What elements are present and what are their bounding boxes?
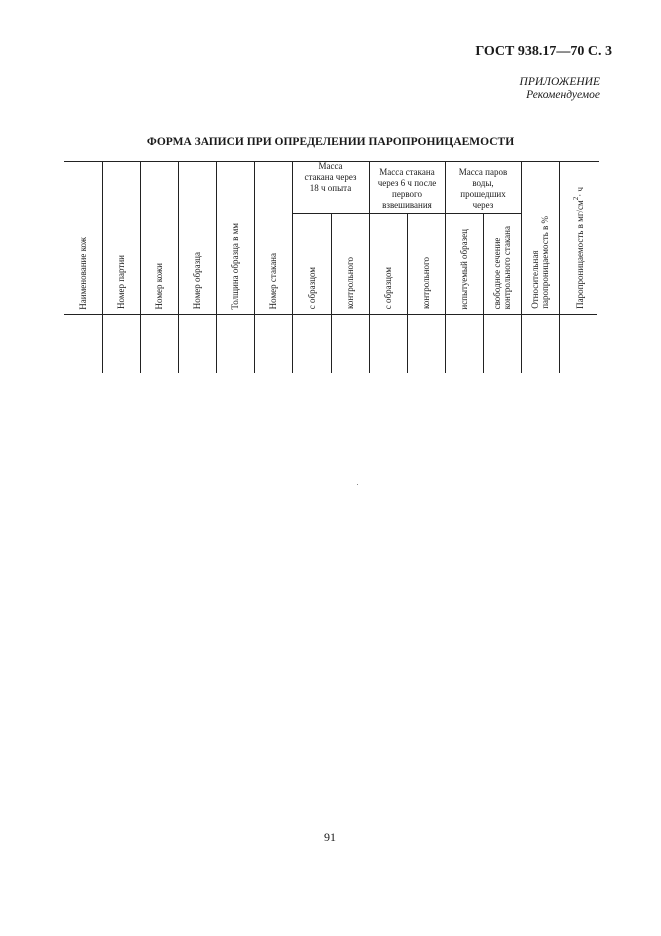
group-18h-line-3: 18 ч опыта: [309, 183, 352, 193]
group-6h-line-4: взвешивания: [382, 200, 432, 210]
header-cell-batch: [102, 161, 140, 314]
record-form-table: [64, 161, 597, 373]
header-cell-hide: [140, 161, 178, 314]
header-cell-leather: [64, 161, 102, 314]
data-cell[interactable]: [140, 314, 178, 373]
sub-control-6h: контрольного: [421, 257, 431, 310]
sub-cell-tested-sample: [445, 213, 483, 314]
standard-header: ГОСТ 938.17—70 С. 3: [475, 44, 612, 59]
appendix-label: [440, 76, 600, 102]
data-cell[interactable]: [521, 314, 559, 373]
data-cell[interactable]: [407, 314, 445, 373]
header-cell-sample: [178, 161, 216, 314]
header-hide-number: Номер кожи: [154, 262, 164, 310]
data-cell[interactable]: [369, 314, 407, 373]
sub-with-sample-18h: с образцом: [306, 267, 317, 310]
data-cell[interactable]: [483, 314, 521, 373]
permeability-superscript: 2: [572, 197, 581, 201]
data-cell[interactable]: [102, 314, 140, 373]
header-sample-thickness: Толщина образца в мм: [230, 222, 240, 310]
header-cell-permeability: [559, 161, 597, 314]
data-cell[interactable]: [216, 314, 254, 373]
permeability-unit: · ч: [575, 187, 586, 198]
group-vapor-line-2: воды,: [472, 178, 494, 188]
sub-cell-with-sample-6h: [369, 213, 407, 314]
sub-cell-free-section: [483, 213, 521, 314]
free-section-line-2: контрольного стакана: [502, 226, 512, 310]
header-group-vapor-mass: [445, 161, 521, 213]
table-top-rule: [64, 161, 599, 162]
header-leather-name: Наименование кож: [77, 236, 88, 310]
header-permeability: [571, 187, 585, 309]
relative-line-1: Относительная: [530, 250, 540, 310]
data-cell[interactable]: [292, 314, 331, 373]
sub-cell-control-6h: [407, 213, 445, 314]
sub-free-section: [492, 226, 512, 309]
header-group-mass-6h: [369, 161, 445, 213]
data-cell[interactable]: [445, 314, 483, 373]
scan-speck: [357, 484, 358, 485]
appendix-title: ПРИЛОЖЕНИЕ: [519, 76, 600, 88]
group-vapor-line-4: через: [472, 200, 494, 210]
group-18h-line-2: стакана через: [304, 172, 357, 182]
header-cup-number: Номер стакана: [268, 252, 278, 310]
sub-cell-control-18h: [331, 213, 369, 314]
data-cell[interactable]: [64, 314, 102, 373]
header-batch-number: Номер партии: [116, 255, 126, 310]
sub-with-sample-6h: с образцом: [383, 267, 393, 310]
group-vapor-line-1: Масса паров: [458, 167, 508, 177]
header-cell-cup: [254, 161, 292, 314]
data-cell[interactable]: [254, 314, 292, 373]
header-relative-permeability: [530, 216, 550, 309]
group-6h-line-2: через 6 ч после: [377, 178, 437, 188]
group-18h-line-1: Масса: [318, 161, 343, 171]
page-number: 91: [324, 830, 336, 844]
form-title: ФОРМА ЗАПИСИ ПРИ ОПРЕДЕЛЕНИИ ПАРОПРОНИЦАЕМОСТИ: [146, 136, 515, 148]
data-cell[interactable]: [331, 314, 369, 373]
header-cell-thickness: [216, 161, 254, 314]
header-sample-number: Номер образца: [192, 252, 202, 310]
relative-line-2: паропроницаемость в %: [540, 216, 550, 310]
free-section-line-1: свободное сечение: [492, 237, 502, 310]
permeability-text: Паропроницаемость в мг/см: [575, 200, 586, 310]
group-6h-line-1: Масса стакана: [379, 167, 435, 177]
sub-tested-sample: испытуемый образец: [459, 228, 469, 310]
group-vapor-line-3: прошедших: [460, 189, 506, 199]
appendix-note: Рекомендуемое: [526, 89, 600, 101]
header-group-mass-18h: [292, 161, 369, 213]
group-6h-line-3: первого: [392, 189, 422, 199]
sub-cell-with-sample-18h: [292, 213, 331, 314]
data-cell[interactable]: [559, 314, 597, 373]
data-cell[interactable]: [178, 314, 216, 373]
sub-control-18h: контрольного: [345, 257, 355, 310]
header-cell-relative: [521, 161, 559, 314]
